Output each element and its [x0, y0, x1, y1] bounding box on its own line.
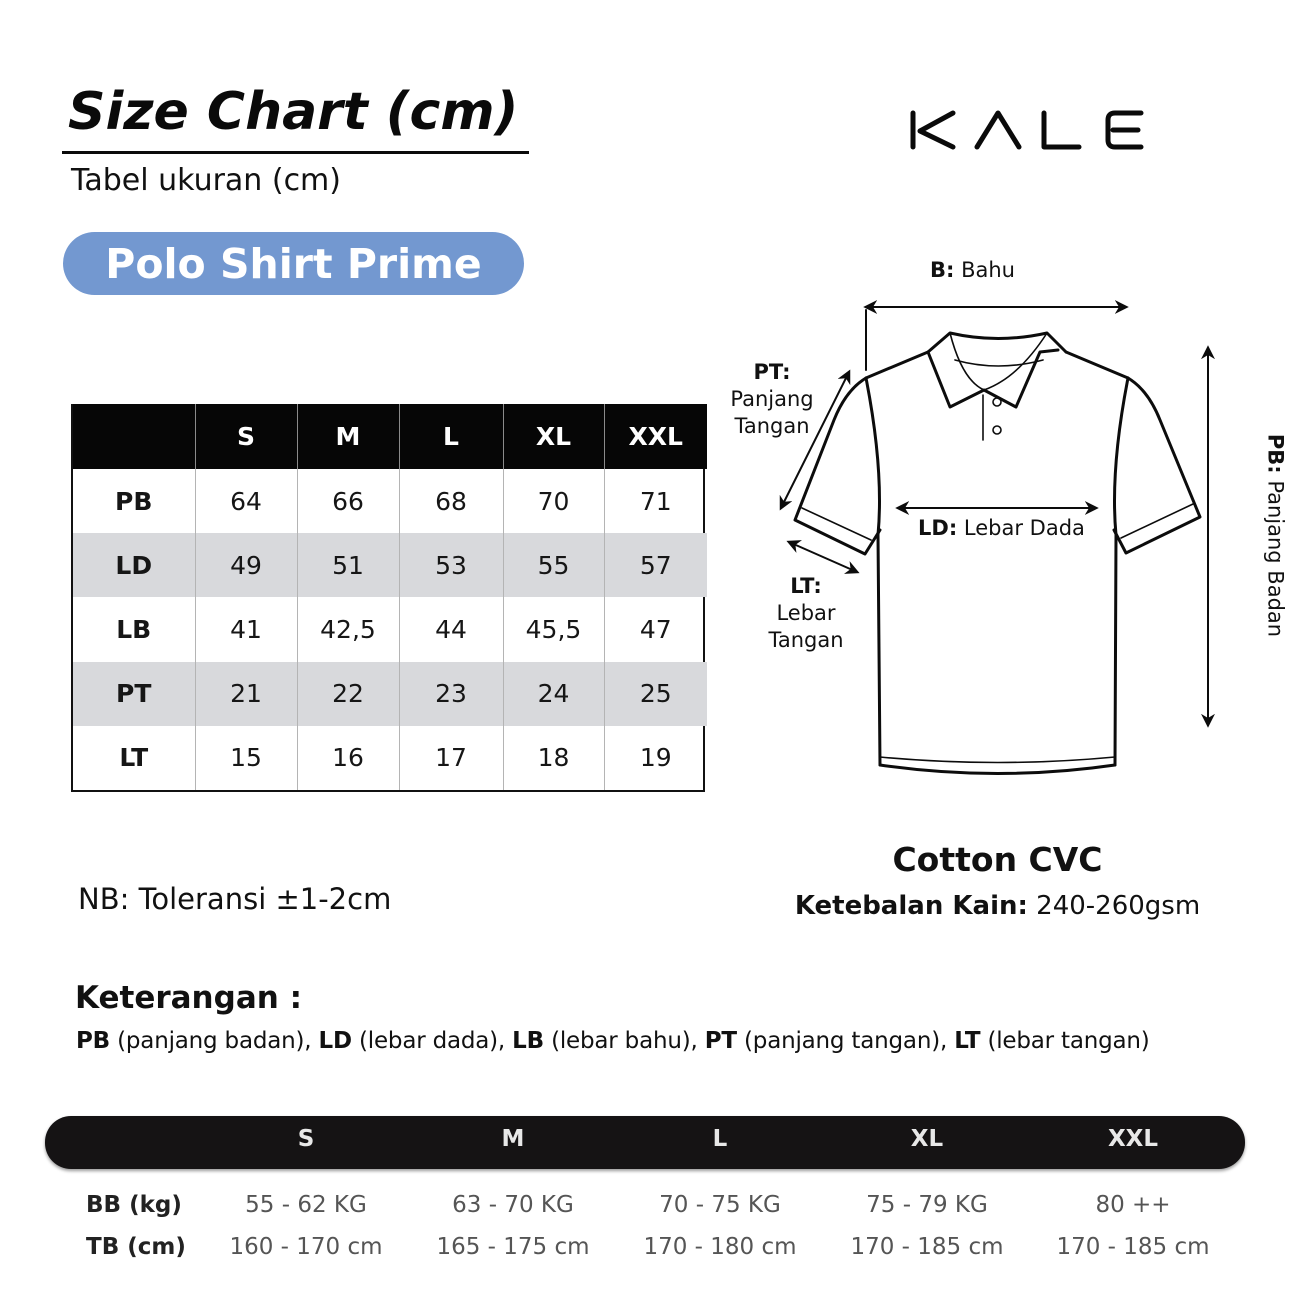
pt-line1: Panjang — [730, 387, 814, 411]
ld-code: LD: — [918, 516, 958, 540]
table-cell: 44 — [399, 597, 503, 661]
table-cell: 55 — [503, 533, 604, 597]
table-cell: 49 — [195, 533, 297, 597]
table-cell: 19 — [639, 743, 672, 773]
row-label: LB — [73, 597, 195, 661]
table-cell: 16 — [297, 726, 399, 790]
size-col-header: XL — [503, 404, 604, 469]
panjang-badan-label — [1262, 416, 1289, 656]
table-cell: 51 — [297, 533, 399, 597]
table-cell: 41 — [195, 597, 297, 661]
product-name-badge — [63, 232, 524, 295]
table-cell: 22 — [297, 662, 399, 726]
size-col-header-empty — [73, 404, 195, 469]
table-row — [73, 726, 707, 790]
page-title: Size Chart (cm) — [68, 82, 519, 142]
lt-line2: Tangan — [768, 628, 844, 652]
table-row — [73, 533, 707, 597]
tb-value: 160 - 170 cm — [229, 1234, 383, 1260]
panjang-tangan-label — [722, 359, 822, 440]
table-cell: 42,5 — [297, 597, 399, 661]
row-label: PB — [73, 469, 195, 533]
table-cell: 45,5 — [503, 597, 604, 661]
table-cell: 71 — [639, 486, 672, 516]
table-row — [73, 469, 707, 533]
pt-line2: Tangan — [734, 414, 810, 438]
table-cell: 57 — [604, 533, 707, 597]
table-cell: 53 — [399, 533, 503, 597]
bb-value: 70 - 75 KG — [659, 1192, 781, 1218]
tb-row-label: TB (cm) — [86, 1234, 186, 1260]
legend-desc: (lebar tangan) — [987, 1028, 1150, 1054]
table-cell: 24 — [503, 662, 604, 726]
bb-row-label: BB (kg) — [86, 1192, 182, 1218]
table-cell: 17 — [399, 726, 503, 790]
pb-text: Panjang Badan — [1263, 480, 1288, 638]
lt-code: LT: — [790, 574, 822, 598]
tb-value: 165 - 175 cm — [436, 1234, 590, 1260]
table-cell: 18 — [503, 726, 604, 790]
legend-code: PB — [76, 1028, 110, 1054]
fabric-thickness — [790, 891, 1205, 921]
body-size-col-header: L — [712, 1126, 728, 1152]
ld-text: Lebar Dada — [963, 516, 1085, 540]
legend-code: LT — [954, 1028, 981, 1054]
bb-value: 75 - 79 KG — [866, 1192, 988, 1218]
bb-value: 80 ++ — [1095, 1192, 1171, 1218]
size-col-header: M — [297, 404, 399, 469]
table-cell: 47 — [639, 614, 672, 644]
page-subtitle: Tabel ukuran (cm) — [71, 163, 341, 198]
legend-desc: (lebar bahu), — [551, 1028, 698, 1054]
tb-value: 170 - 185 cm — [850, 1234, 1004, 1260]
bahu-label — [930, 257, 1015, 284]
table-cell: 70 — [503, 469, 604, 533]
size-table-header — [73, 404, 707, 469]
thickness-value: 240-260gsm — [1036, 891, 1201, 921]
table-row — [73, 597, 707, 661]
body-size-col-header: XXL — [1107, 1126, 1159, 1152]
table-cell: 66 — [297, 469, 399, 533]
tb-value: 170 - 180 cm — [643, 1234, 797, 1260]
table-cell: 15 — [195, 726, 297, 790]
size-table — [71, 404, 705, 792]
material-title: Cotton CVC — [892, 840, 1103, 879]
row-label: PT — [73, 662, 195, 726]
pt-code: PT: — [753, 360, 791, 384]
tolerance-note: NB: Toleransi ±1-2cm — [78, 882, 392, 916]
legend-code: LB — [512, 1028, 544, 1054]
bb-value: 55 - 62 KG — [245, 1192, 367, 1218]
bahu-text: Bahu — [961, 258, 1015, 282]
thickness-label: Ketebalan Kain: — [794, 891, 1028, 921]
tb-value: 170 - 185 cm — [1056, 1234, 1210, 1260]
table-cell: 64 — [195, 469, 297, 533]
table-cell: 68 — [399, 469, 503, 533]
title-underline — [62, 151, 529, 154]
size-col-header: XXL — [604, 404, 707, 469]
table-cell: 23 — [399, 662, 503, 726]
table-cell: 21 — [195, 662, 297, 726]
row-label: LT — [73, 726, 195, 790]
body-size-col-header: M — [501, 1126, 525, 1152]
bb-value: 63 - 70 KG — [452, 1192, 574, 1218]
legend-desc: (panjang tangan), — [744, 1028, 948, 1054]
product-name: Polo Shirt Prime — [105, 239, 482, 288]
legend-code: LD — [318, 1028, 352, 1054]
size-col-header: S — [195, 404, 297, 469]
lebar-tangan-label — [756, 573, 856, 654]
body-size-col-header: S — [297, 1126, 315, 1152]
legend-body — [76, 1028, 1150, 1054]
legend-desc: (lebar dada), — [359, 1028, 506, 1054]
legend-desc: (panjang badan), — [117, 1028, 312, 1054]
lt-line1: Lebar — [776, 601, 836, 625]
legend-code: PT — [704, 1028, 737, 1054]
legend-title: Keterangan : — [75, 980, 302, 1016]
table-cell: 25 — [604, 662, 707, 726]
pb-code: PB: — [1263, 433, 1288, 474]
size-col-header: L — [399, 404, 503, 469]
kale-logo — [905, 104, 1150, 154]
lebar-dada-label — [918, 515, 1085, 542]
table-row — [73, 662, 707, 726]
row-label: LD — [73, 533, 195, 597]
bahu-code: B: — [930, 258, 955, 282]
body-size-col-header: XL — [910, 1126, 944, 1152]
